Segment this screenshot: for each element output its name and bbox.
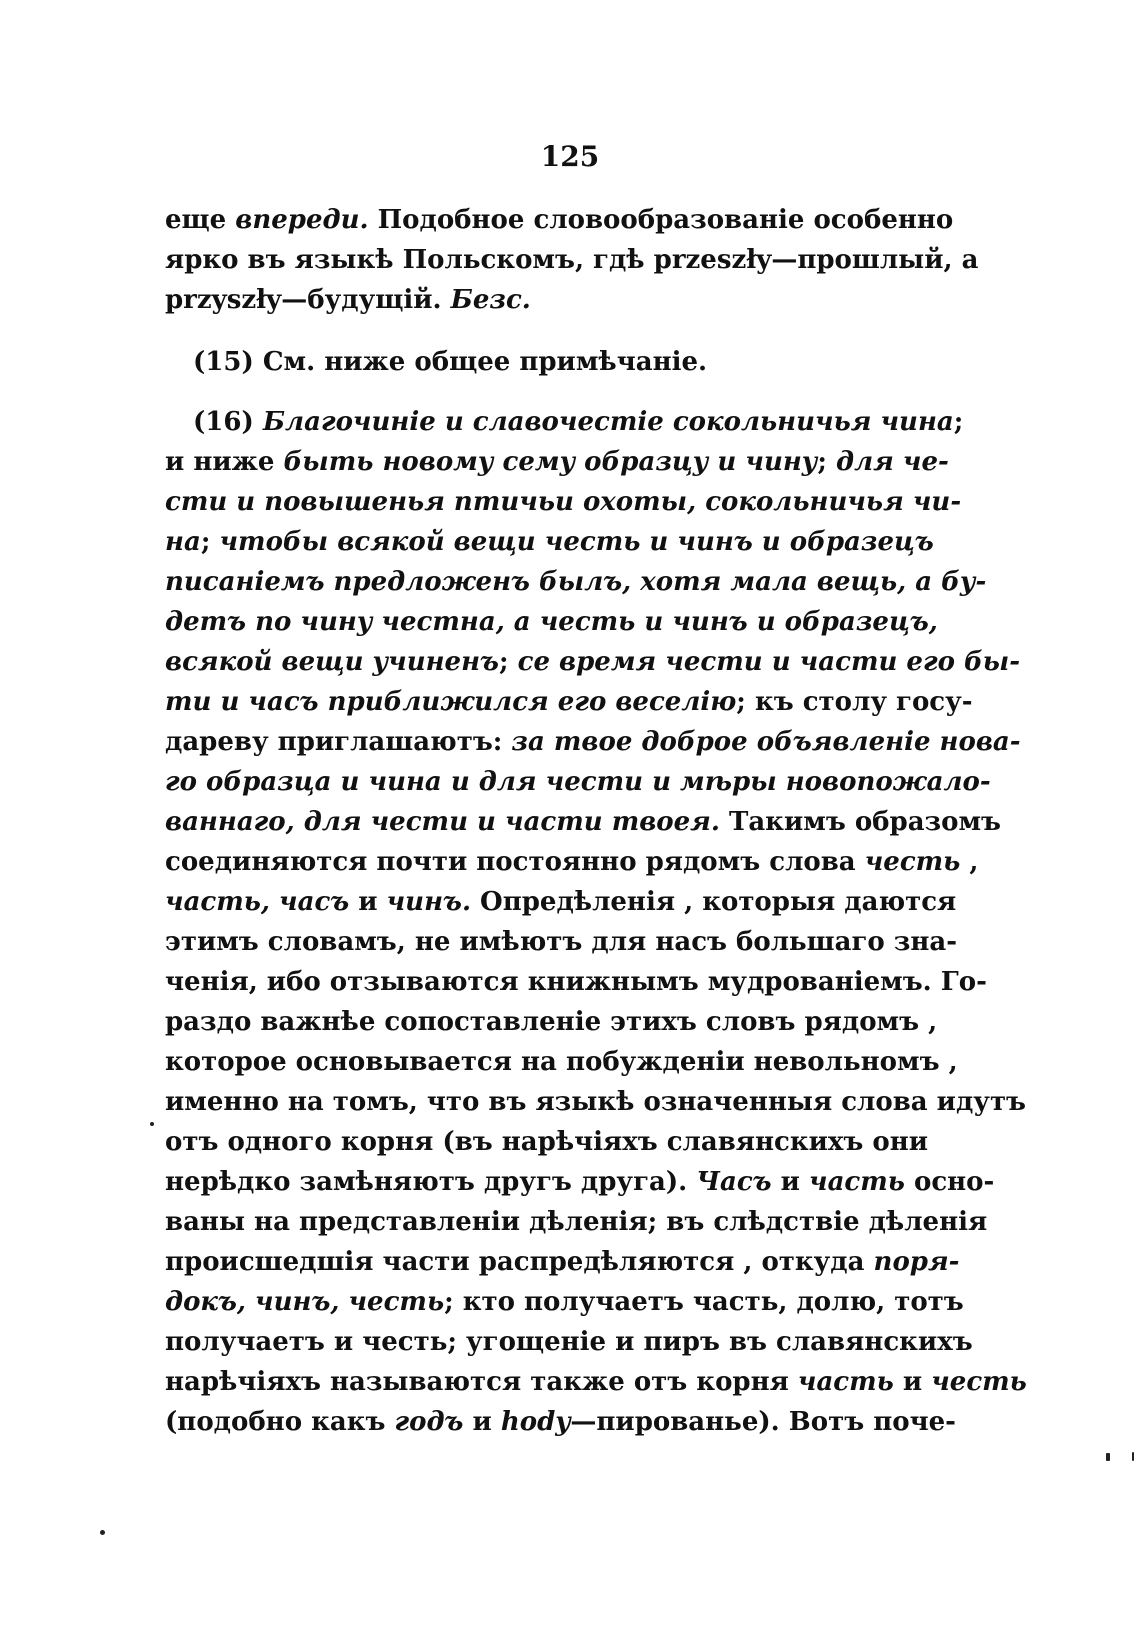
italic-text: за твое доброе объявленіе нова- xyxy=(511,727,1021,757)
text-line xyxy=(165,722,1021,762)
text-span: ярко въ языкѣ Польскомъ, гдѣ przeszły—прошлый, а xyxy=(165,245,979,275)
text-span: раздо важнѣе сопоставленіе этихъ словъ рядомъ , xyxy=(165,1007,938,1037)
text-span: (16) xyxy=(193,407,263,437)
text-span: которое основывается на побужденіи невольномъ , xyxy=(165,1047,958,1077)
text-span: происшедшія части распредѣляются , откуда xyxy=(165,1247,874,1277)
scan-speck xyxy=(100,1530,105,1535)
text-line xyxy=(165,842,979,882)
italic-text: писаніемъ предложенъ былъ, хотя мала вещь, а бу- xyxy=(165,567,987,597)
italic-text: чинъ. xyxy=(386,887,471,917)
page-number: 125 xyxy=(540,140,600,173)
text-line xyxy=(165,562,987,602)
text-line xyxy=(165,1322,973,1362)
text-line xyxy=(165,200,954,240)
text-line xyxy=(165,802,1001,842)
text-span: соединяются почти постоянно рядомъ слова xyxy=(165,847,865,877)
italic-text: годъ xyxy=(394,1407,464,1437)
scan-speck xyxy=(1132,1452,1134,1461)
text-span: и xyxy=(771,1167,809,1197)
italic-text: для че- xyxy=(836,447,949,477)
text-line xyxy=(165,1162,995,1202)
text-span: , xyxy=(960,847,979,877)
text-line xyxy=(165,1362,1027,1402)
text-line xyxy=(165,522,934,562)
text-span: именно на томъ, что въ языкѣ означенныя слова идутъ xyxy=(165,1087,1026,1117)
text-span: ; xyxy=(200,527,220,557)
italic-text: впереди. xyxy=(235,205,369,235)
text-span: ; xyxy=(498,647,518,677)
text-line xyxy=(165,342,910,382)
italic-text: ваннаго, для чести и части твоея. xyxy=(165,807,720,837)
text-span: ченія, ибо отзываются книжнымъ мудрованіемъ. Го- xyxy=(165,967,987,997)
text-line xyxy=(165,1122,929,1162)
text-span: (подобно какъ xyxy=(165,1407,395,1437)
text-line xyxy=(165,482,962,522)
italic-text: поря- xyxy=(873,1247,960,1277)
text-span: ; къ столу госу- xyxy=(736,687,973,717)
italic-text: детъ по чину честна, а честь и чинъ и образецъ, xyxy=(165,607,938,637)
text-span: и xyxy=(893,1367,932,1397)
text-span: (15) См. ниже общее примѣчаніе. xyxy=(193,347,708,377)
text-span: еще xyxy=(165,205,236,235)
italic-text: честь xyxy=(864,847,961,877)
text-span: ; xyxy=(953,407,964,437)
text-line xyxy=(165,682,973,722)
italic-text: чтобы всякой вещи честь и чинъ и образецъ xyxy=(219,527,934,557)
italic-text: всякой вещи учиненъ xyxy=(165,647,499,677)
text-span: отъ одного корня (въ нарѣчіяхъ славянскихъ они xyxy=(165,1127,929,1157)
text-span: Такимъ образомъ xyxy=(719,807,1001,837)
italic-text: Часъ xyxy=(696,1167,772,1197)
text-span: Опредѣленія , которыя даются xyxy=(471,887,957,917)
footnote-15 xyxy=(165,342,910,382)
text-span: и ниже xyxy=(165,447,284,477)
text-line xyxy=(165,962,987,1002)
italic-text: ти и часъ приближился его веселію xyxy=(165,687,737,717)
text-line xyxy=(165,280,910,320)
text-span: дареву приглашаютъ: xyxy=(165,727,512,757)
text-line xyxy=(165,882,957,922)
text-span: и xyxy=(349,887,387,917)
text-line xyxy=(165,1002,938,1042)
italic-text: докъ, чинъ, честь xyxy=(165,1287,445,1317)
text-line xyxy=(165,1202,988,1242)
text-line xyxy=(165,1042,958,1082)
text-span: нарѣчіяхъ называются также отъ корня xyxy=(165,1367,798,1397)
text-span: этимъ словамъ, не имѣютъ для насъ большаго зна- xyxy=(165,927,958,957)
footnote-16 xyxy=(165,402,1027,1442)
paragraph-continuation xyxy=(165,200,979,320)
text-span: przyszły—будущій. xyxy=(165,285,451,315)
text-span: ; xyxy=(817,447,837,477)
italic-text: Безс. xyxy=(450,285,531,315)
text-line xyxy=(165,922,958,962)
text-span: получаетъ и честь; угощеніе и пиръ въ славянскихъ xyxy=(165,1327,973,1357)
text-span: Подобное словообразованіе особенно xyxy=(368,205,954,235)
italic-text: быть новому сему образцу и чину xyxy=(283,447,818,477)
scan-speck xyxy=(1106,1453,1110,1461)
text-line xyxy=(165,1282,964,1322)
text-line xyxy=(165,1082,1026,1122)
text-span: осно- xyxy=(904,1167,995,1197)
italic-text: се время чести и части его бы- xyxy=(517,647,1020,677)
text-line xyxy=(165,762,991,802)
text-span: ; кто получаетъ часть, долю, тотъ xyxy=(444,1287,964,1317)
text-line xyxy=(165,240,979,280)
text-span: и xyxy=(463,1407,501,1437)
italic-text: сти и повышенья птичьи охоты, сокольничья чи- xyxy=(165,487,962,517)
text-line xyxy=(165,642,1020,682)
italic-text: го образца и чина и для чести и мѣры новопожало- xyxy=(165,767,991,797)
text-line xyxy=(165,1402,956,1442)
italic-text: Благочиніе и славочестіе сокольничья чина xyxy=(262,407,954,437)
text-line xyxy=(165,402,964,442)
scan-speck xyxy=(150,1122,154,1126)
text-line xyxy=(165,602,938,642)
text-span: ваны на представленіи дѣленія; въ слѣдствіе дѣленія xyxy=(165,1207,988,1237)
italic-text: часть, часъ xyxy=(165,887,350,917)
text-line xyxy=(165,1242,960,1282)
text-span: —пированье). Вотъ поче- xyxy=(570,1407,956,1437)
italic-text: hody xyxy=(500,1407,571,1437)
text-line xyxy=(165,442,949,482)
text-span: нерѣдко замѣняютъ другъ друга). xyxy=(165,1167,697,1197)
italic-text: часть xyxy=(808,1167,905,1197)
italic-text: честь xyxy=(931,1367,1027,1397)
italic-text: на xyxy=(165,527,201,557)
italic-text: часть xyxy=(797,1367,894,1397)
